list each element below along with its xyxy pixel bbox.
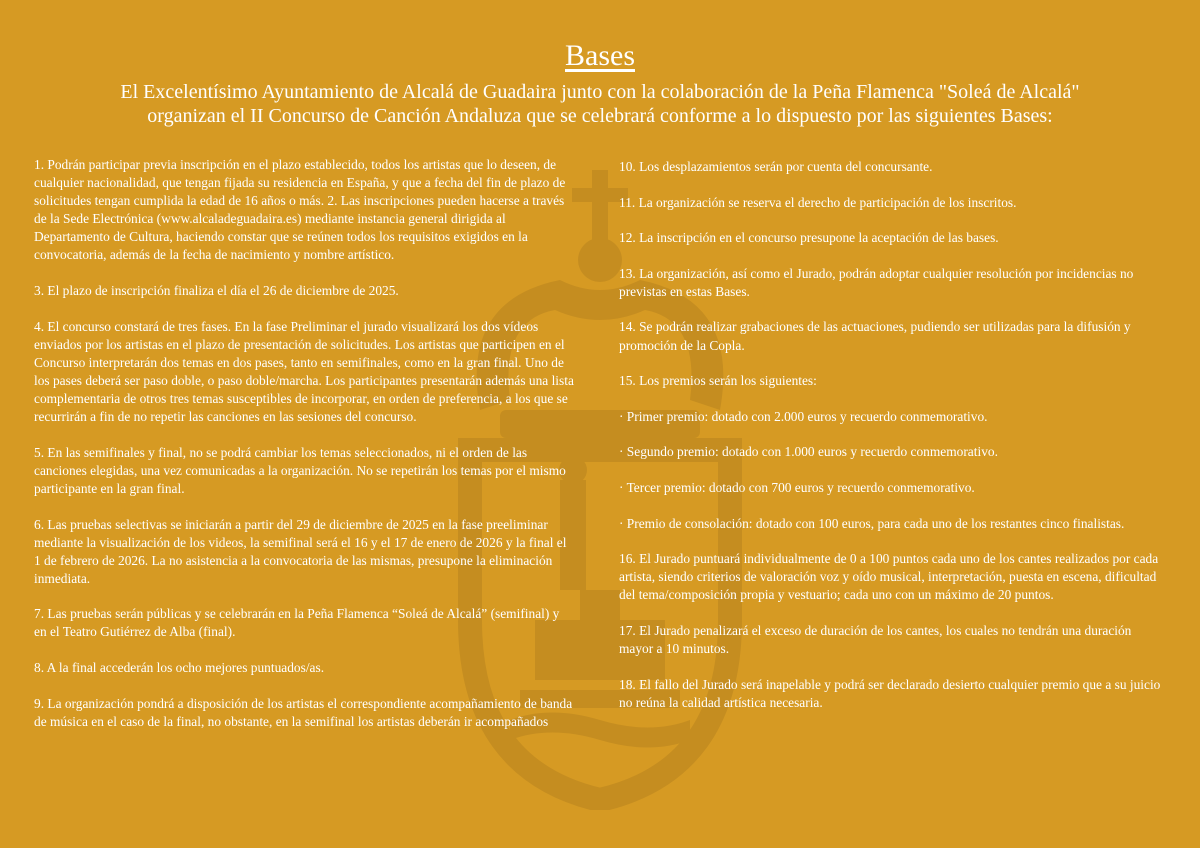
left-column bbox=[34, 156, 574, 748]
prize-item: · Tercer premio: dotado con 700 euros y recuerdo conmemorativo. bbox=[619, 479, 975, 495]
rule-item: 16. El Jurado puntuará individualmente de 0 a 100 puntos cada uno de los cantes realizados por cada artista, siendo criterios de valoración voz y oído musical, interpretación, puesta en escena, dificultad del tema/composición propia y vestuario; cada uno con un máximo de 20 puntos. bbox=[619, 551, 1159, 603]
rule-item: 15. Los premios serán los siguientes: bbox=[619, 373, 817, 389]
prize-item: · Premio de consolación: dotado con 100 euros, para cada uno de los restantes cinco finalistas. bbox=[619, 515, 1125, 531]
right-column bbox=[619, 158, 1167, 729]
header bbox=[0, 38, 1200, 128]
prize-item: · Primer premio: dotado con 2.000 euros y recuerdo conmemorativo. bbox=[619, 408, 988, 424]
prize-item: · Segundo premio: dotado con 1.000 euros y recuerdo conmemorativo. bbox=[619, 444, 998, 460]
intro-text: El Excelentísimo Ayuntamiento de Alcalá de Guadaira junto con la colaboración de la Peña Flamenca "Soleá de Alcalá" organizan el II Concurso de Canción Andaluza que se celebrará conforme a lo dispuesto por las siguientes Bases: bbox=[120, 81, 1080, 127]
rule-item: 9. La organización pondrá a disposición de los artistas el correspondiente acompañamiento de banda de música en el caso de la final, no obstante, en la semifinal los artistas deberán ir acompañados bbox=[34, 695, 573, 729]
rule-item: 12. La inscripción en el concurso presupone la aceptación de las bases. bbox=[619, 230, 999, 246]
rule-item: 1. Podrán participar previa inscripción en el plazo establecido, todos los artistas que lo deseen, de cualquier nacionalidad, que tengan fijada su residencia en España, y que a fecha del fin de plazo de solicitudes tengan cumplida la edad de 16 años o más. 2. Las inscripciones pueden hacerse a través de la Sede Electrónica (www.alcaladeguadaira.es) mediante instancia general dirigida al Departamento de Cultura, haciendo constar que se reúnen todos los requisitos exigidos en la convocatoria, además de la fecha de nacimiento y nombre artístico. bbox=[34, 157, 566, 263]
rule-item: 6. Las pruebas selectivas se iniciarán a partir del 29 de diciembre de 2025 en la fase preeliminar mediante la visualización de los videos, la semifinal será el 16 y el 17 de enero de 2026 y la final el 1 de febrero de 2026. La no asistencia a la convocatoria de las mismas, presupone la eliminación inmediata. bbox=[34, 516, 567, 586]
rule-item: 18. El fallo del Jurado será inapelable y podrá ser declarado desierto cualquier premio que a su juicio no reúna la calidad artística necesaria. bbox=[619, 676, 1161, 710]
rule-item: 17. El Jurado penalizará el exceso de duración de los cantes, los cuales no tendrán una duración mayor a 10 minutos. bbox=[619, 622, 1132, 656]
rule-item: 10. Los desplazamientos serán por cuenta del concursante. bbox=[619, 159, 933, 174]
rule-item: 7. Las pruebas serán públicas y se celebrarán en la Peña Flamenca “Soleá de Alcalá” (semifinal) y en el Teatro Gutiérrez de Alba (final). bbox=[34, 606, 560, 640]
rule-item: 8. A la final accederán los ocho mejores puntuados/as. bbox=[34, 660, 325, 676]
rule-item: 5. En las semifinales y final, no se podrá cambiar los temas seleccionados, ni el orden de las canciones elegidas, una vez comunicadas a la organización. No se repetirán los temas por el mismo participante en la gran final. bbox=[34, 444, 566, 496]
rule-item: 11. La organización se reserva el derecho de participación de los inscritos. bbox=[619, 194, 1017, 210]
rule-item: 14. Se podrán realizar grabaciones de las actuaciones, pudiendo ser utilizadas para la difusión y promoción de la Copla. bbox=[619, 319, 1131, 353]
rule-item: 3. El plazo de inscripción finaliza el día el 26 de diciembre de 2025. bbox=[34, 283, 399, 299]
page-title: Bases bbox=[565, 39, 635, 72]
rule-item: 4. El concurso constará de tres fases. En la fase Preliminar el jurado visualizará los dos vídeos enviados por los artistas en el plazo de presentación de solicitudes. Los artistas que participen en el Concurso interpretarán dos temas en dos pases, tanto en semifinales, como en la gran final. Uno de los pases deberá ser paso doble, o paso doble/marcha. Los participantes presentarán además una lista complementaria de otros tres temas susceptibles de incorporar, en orden de preferencia, a los que se recurrirán a fin de no repetir las canciones en las sesiones del concurso. bbox=[34, 318, 574, 425]
rule-item: 13. La organización, así como el Jurado, podrán adoptar cualquier resolución por incidencias no previstas en estas Bases. bbox=[619, 265, 1134, 299]
